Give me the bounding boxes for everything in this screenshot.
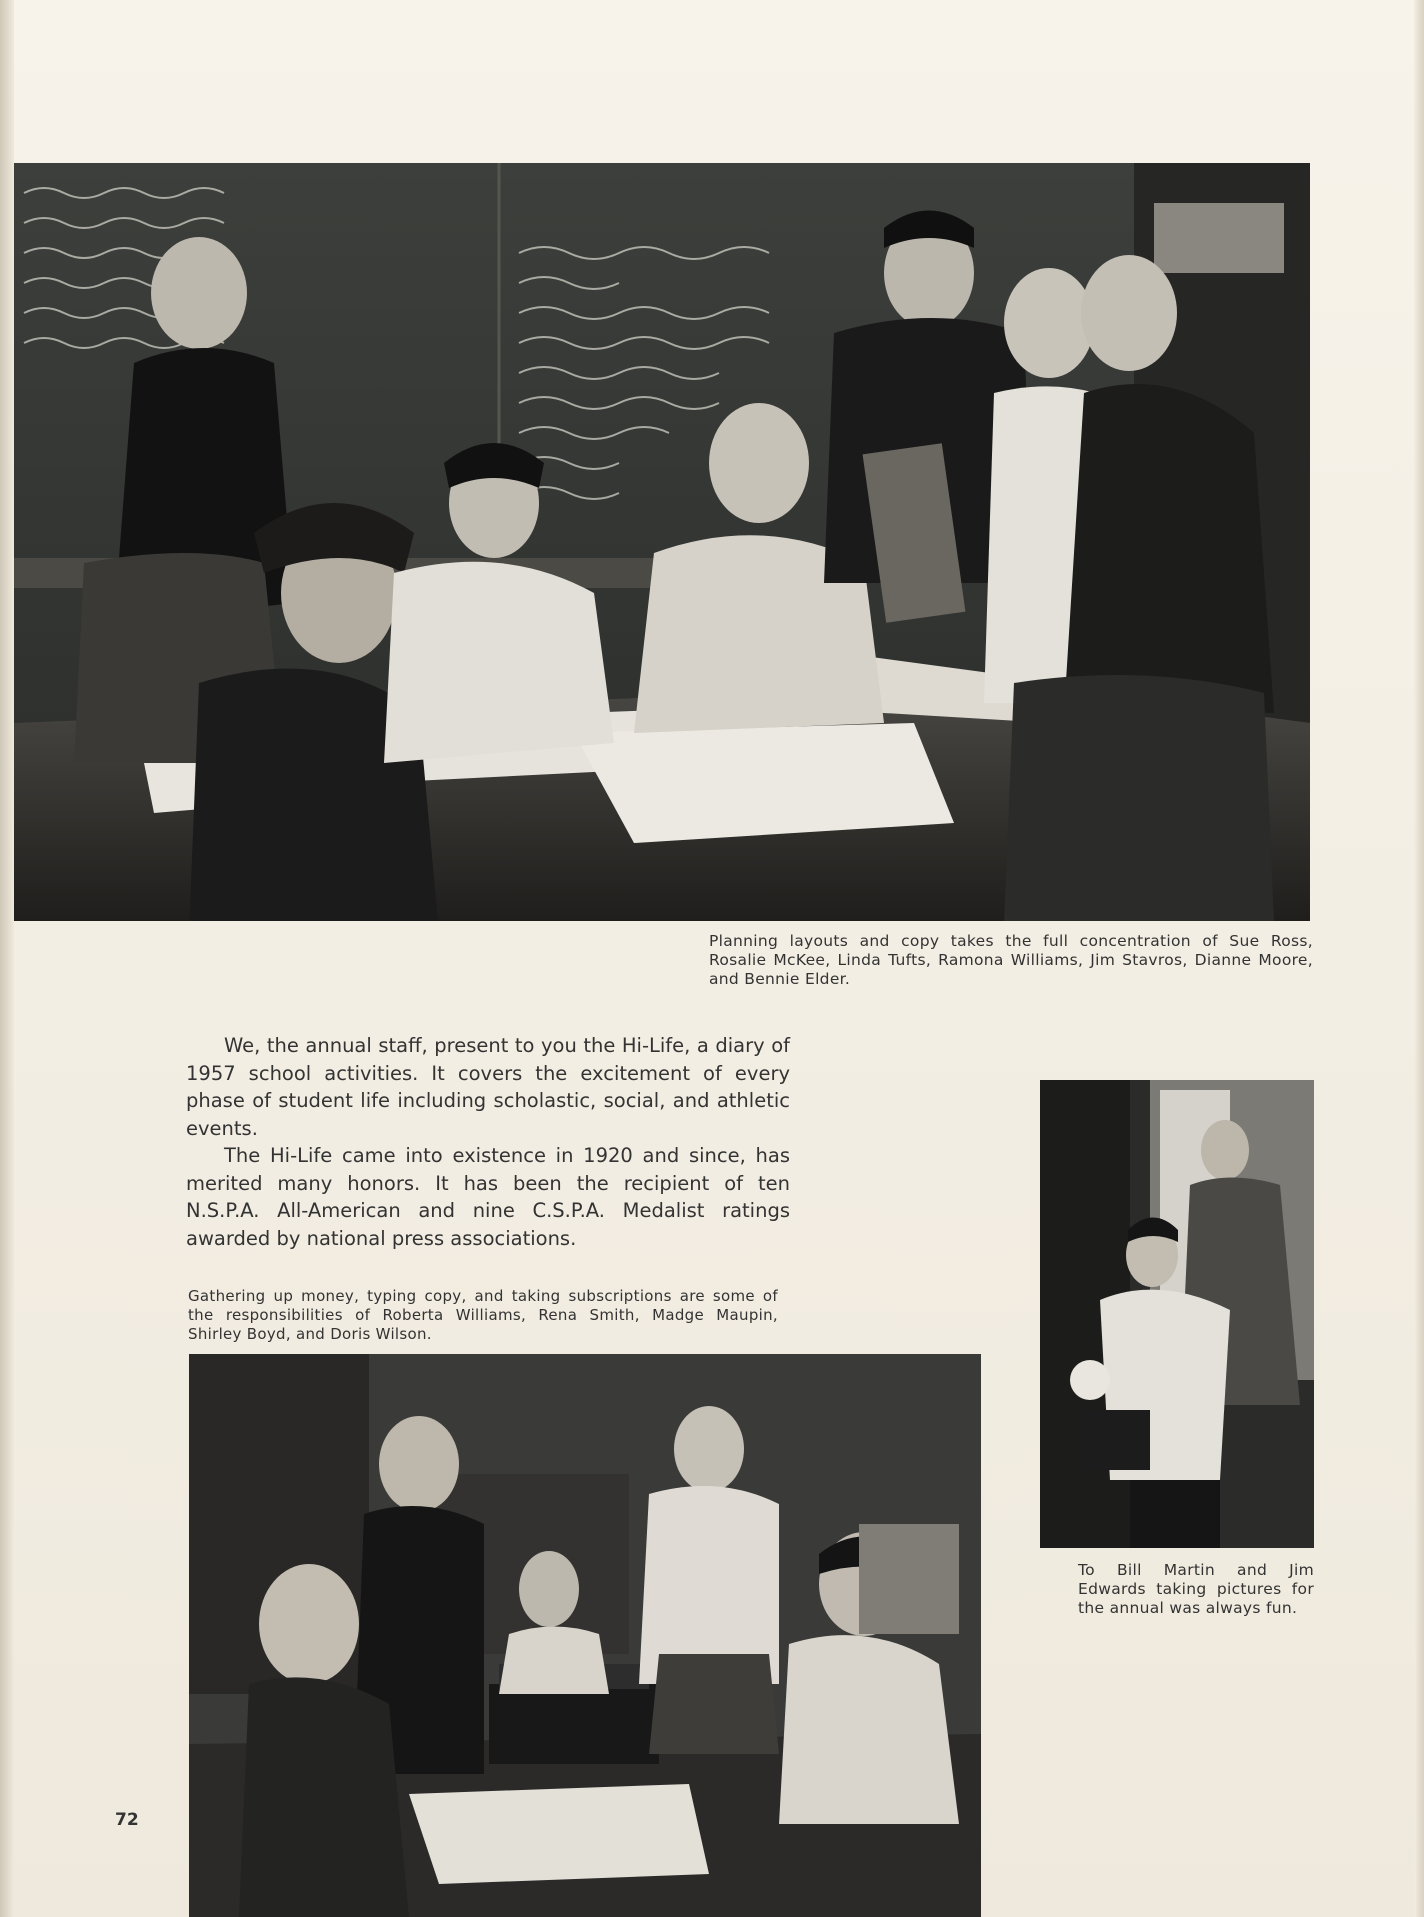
business-staff-photo-image — [189, 1354, 981, 1917]
page-edge-left — [0, 0, 14, 1917]
body-text — [186, 1032, 790, 1252]
page-number: 72 — [115, 1810, 139, 1830]
business-staff-photo — [189, 1354, 981, 1917]
body-paragraph-2: The Hi-Life came into existence in 1920 and since, has merited many honors. It has been the recipient of ten N.S.P.A. All-American and nine C.S.P.A. Medalist ratings awarded by national press associations. — [186, 1144, 790, 1250]
photographers-photo-caption: To Bill Martin and Jim Edwards taking pictures for the annual was always fun. — [1078, 1561, 1314, 1617]
top-staff-photo — [14, 163, 1310, 921]
body-paragraph-1: We, the annual staff, present to you the Hi-Life, a diary of 1957 school activities. It covers the excitement of every phase of student life including scholastic, social, and athletic events. — [186, 1034, 790, 1140]
top-staff-photo-image — [14, 163, 1310, 921]
photographers-photo — [1040, 1080, 1314, 1548]
top-photo-caption: Planning layouts and copy takes the full concentration of Sue Ross, Rosalie McKee, Linda Tufts, Ramona Williams, Jim Stavros, Dianne Moore, and Bennie Elder. — [709, 932, 1313, 988]
photographers-photo-image — [1040, 1080, 1314, 1548]
page-edge-right — [1414, 0, 1424, 1917]
bottom-photo-caption: Gathering up money, typing copy, and taking subscriptions are some of the responsibilities of Roberta Williams, Rena Smith, Madge Maupin, Shirley Boyd, and Doris Wilson. — [188, 1287, 778, 1343]
